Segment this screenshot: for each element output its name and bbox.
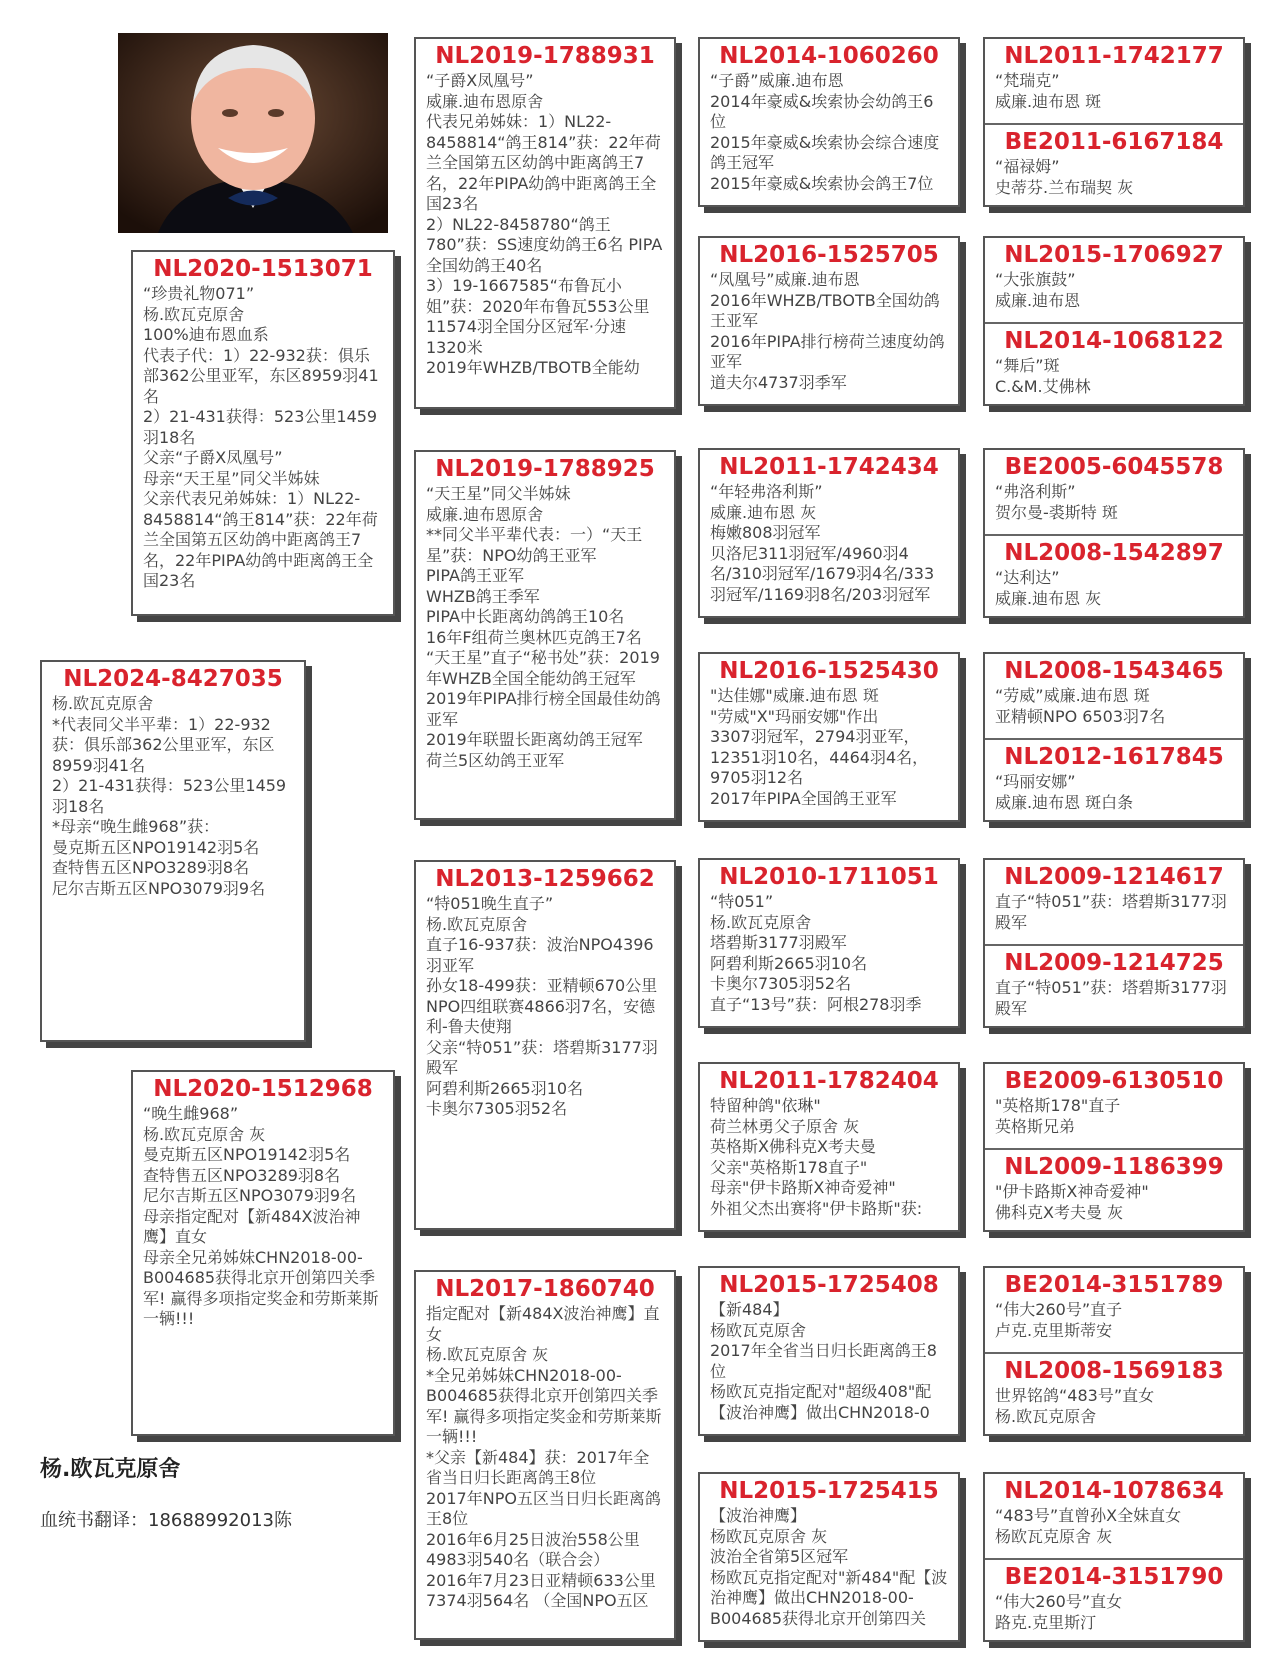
pedigree-text: “福禄姆” 史蒂芬.兰布瑞契 灰 [995,157,1134,197]
ring-number: NL2015-1706927 [1004,242,1224,268]
ring-number: NL2024-8427035 [63,666,283,692]
pedigree-text: 直子“特051”获：塔碧斯3177羽殿军 [995,978,1227,1018]
pedigree-text: “伟大260号”直女 路克.克里斯汀 [995,1592,1123,1632]
ring-number: BE2014-3151790 [1004,1564,1224,1590]
grandparent-card [414,450,676,820]
pedigree-text: “伟大260号”直子 卢克.克里斯蒂安 [995,1300,1123,1340]
pedigree-text: “晚生雌968” 杨.欧瓦克原舍 灰 曼克斯五区NPO19142羽5名 查特售五区NPO3289羽8名 尼尔吉斯五区NPO3079羽9名 母亲指定配对【新484X波治神鹰】直女 母亲全兄弟姊妹CHN2018-00-B004685获得北京开创第四关季军! 赢得多项指定奖金和劳斯莱斯一辆!!! [143,1104,379,1328]
pedigree-text: “凤凰号”威廉.迪布恩 2016年WHZB/TBOTB全国幼鸽王亚军 2016年PIPA排行榜荷兰速度幼鸽亚军 道夫尔4737羽季军 [710,270,945,392]
pedigree-text: "达佳娜"威廉.迪布恩 斑 "劳威"X"玛丽安娜"作出 3307羽冠军，2794羽亚军，12351羽10名，4464羽4名，9705羽12名 2017年PIPA全国鸽王亚军 [710,686,929,808]
pedigree-text: “珍贵礼物071” 杨.欧瓦克原舍 100%迪布恩血系 代表子代：1）22-932获：俱乐部362公里亚军，东区8959羽41名 2）21-431获得：523公里1459羽18名 父亲“子爵X凤凰号” 母亲“天王星”同父半姊妹 父亲代表兄弟姊妹：1）NL22-8458814“鸽王814”获：22年荷兰全国第五区幼鸽中距离鸽王7名，22年PIPA幼鸽中距离鸽王全国23名 [143,284,379,590]
ring-number: NL2020-1512968 [153,1076,373,1102]
ring-number: NL2016-1525705 [719,242,939,268]
grandparent-card [414,37,676,409]
pedigree-text: “梵瑞克” 威廉.迪布恩 斑 [995,71,1102,111]
ggg-pair-card [983,858,1245,1028]
ring-number: NL2019-1788931 [435,43,655,69]
ggg-pair-card [983,652,1245,822]
pedigree-text: “弗洛利斯” 贺尔曼-裘斯特 斑 [995,482,1118,522]
grandparent-card [414,860,676,1230]
pedigree-text: “劳威”威廉.迪布恩 斑 亚精顿NPO 6503羽7名 [995,686,1166,726]
pedigree-text: 直子“特051”获：塔碧斯3177羽殿军 [995,892,1227,932]
ring-number: NL2008-1543465 [1004,658,1224,684]
pedigree-text: 世界铭鸽“483号”直女 杨.欧瓦克原舍 [995,1386,1155,1426]
ring-number: BE2009-6130510 [1004,1068,1224,1094]
great-grandparent-card [698,1266,960,1436]
ring-number: NL2010-1711051 [719,864,939,890]
pedigree-text: 指定配对【新484X波治神鹰】直女 杨.欧瓦克原舍 灰 *全兄弟姊妹CHN2018-00-B004685获得北京开创第四关季军! 赢得多项指定奖金和劳斯莱斯一辆!!! *父亲【新484】获：2017年全省当日归长距离鸽王8位 2017年NPO五区当日归长距离鸽王8位 2016年6月25日波治558公里4983羽540名（联合会） 2016年7月23日亚精顿633公里7374羽564名 （全国NPO五区 [426,1304,662,1610]
ring-number: NL2009-1214617 [1004,864,1224,890]
pedigree-text: “达利达” 威廉.迪布恩 灰 [995,568,1102,608]
ring-number: NL2014-1060260 [719,43,939,69]
ggg-pair-card [983,448,1245,618]
grandparent-card [414,1270,676,1640]
pedigree-text: 杨.欧瓦克原舍 *代表同父半平辈：1）22-932获：俱乐部362公里亚军，东区8959羽41名 2）21-431获得：523公里1459羽18名 *母亲“晚生雌968”获： 曼克斯五区NPO19142羽5名 查特售五区NPO3289羽8名 尼尔吉斯五区NPO3079羽9名 [52,694,287,898]
ggg-pair-card [983,1062,1245,1232]
ggg-pair-card [983,1266,1245,1436]
ring-number: NL2008-1542897 [1004,540,1224,566]
ring-number: BE2011-6167184 [1004,129,1224,155]
ring-number: BE2005-6045578 [1004,454,1224,480]
pedigree-text: 特留种鸽"依琳" 荷兰林勇父子原舍 灰 英格斯X佛科克X考夫曼 父亲"英格斯178直子" 母亲"伊卡路斯X神奇爱神" 外祖父杰出赛将"伊卡路斯"获: [710,1096,923,1218]
great-grandparent-card [698,652,960,822]
pedigree-text: “年轻弗洛利斯” 威廉.迪布恩 灰 梅嫩808羽冠军 贝洛尼311羽冠军/4960羽4名/310羽冠军/1679羽4名/333羽冠军/1169羽8名/203羽冠军 [710,482,935,604]
pedigree-text: 【新484】 杨欧瓦克原舍 2017年全省当日归长距离鸽王8位 杨欧瓦克指定配对"超级408"配【波治神鹰】做出CHN2018-0 [710,1300,937,1422]
dam-card [131,1070,395,1436]
pedigree-text: "伊卡路斯X神奇爱神" 佛科克X考夫曼 灰 [995,1182,1149,1222]
owner-name: 杨.欧瓦克原舍 [40,1457,181,1482]
breeder-photo [118,33,388,233]
great-grandparent-card [698,37,960,207]
translator-contact: 血统书翻译：18688992013陈 [40,1510,292,1531]
great-grandparent-card [698,1062,960,1232]
ring-number: NL2019-1788925 [435,456,655,482]
pedigree-text: "英格斯178"直子 英格斯兄弟 [995,1096,1121,1136]
ring-number: NL2017-1860740 [435,1276,655,1302]
ring-number: NL2011-1742177 [1004,43,1224,69]
ring-number: NL2009-1186399 [1004,1154,1224,1180]
ring-number: NL2020-1513071 [153,256,373,282]
ring-number: NL2014-1078634 [1004,1478,1224,1504]
ring-number: NL2009-1214725 [1004,950,1224,976]
ggg-pair-card [983,236,1245,406]
ring-number: NL2015-1725408 [719,1272,939,1298]
pedigree-text: “特051” 杨.欧瓦克原舍 塔碧斯3177羽殿军 阿碧利斯2665羽10名 卡奥尔7305羽52名 直子“13号”获：阿根278羽季 [710,892,922,1014]
pedigree-text: “子爵”威廉.迪布恩 2014年豪威&埃索协会幼鸽王6位 2015年豪威&埃索协会综合速度鸽王冠军 2015年豪威&埃索协会鸽王7位 [710,71,940,193]
pedigree-text: “特051晚生直子” 杨.欧瓦克原舍 直子16-937获：波治NPO4396羽亚军 孙女18-499获：亚精顿670公里NPO四组联赛4866羽7名，安德利-鲁夫使翔 父亲“特051”获：塔碧斯3177羽殿军 阿碧利斯2665羽10名 卡奥尔7305羽52名 [426,894,658,1118]
great-grandparent-card [698,448,960,618]
great-grandparent-card [698,1472,960,1642]
ring-number: NL2012-1617845 [1004,744,1224,770]
pedigree-text: “天王星”同父半姊妹 威廉.迪布恩原舍 **同父半平辈代表：一）“天王星”获：NPO幼鸽王亚军 PIPA鸽王亚军 WHZB鸽王季军 PIPA中长距离幼鸽鸽王10名 16年F组荷兰奥林匹克鸽王7名 “天王星”直子“秘书处”获：2019年WHZB全国全能幼鸽王冠军 2019年PIPA排行榜全国最佳幼鸽亚军 2019年联盟长距离幼鸽王冠军 荷兰5区幼鸽王亚军 [426,484,661,770]
great-grandparent-card [698,236,960,406]
pedigree-text: “玛丽安娜” 威廉.迪布恩 斑白条 [995,772,1134,812]
pedigree-text: 【波治神鹰】 杨欧瓦克原舍 灰 波治全省第5区冠军 杨欧瓦克指定配对"新484"配【波治神鹰】做出CHN2018-00-B004685获得北京开创第四关 [710,1506,948,1628]
pedigree-text: “483号”直曾孙X全妹直女 杨欧瓦克原舍 灰 [995,1506,1182,1546]
ggg-pair-card [983,1472,1245,1642]
great-grandparent-card [698,858,960,1028]
ring-number: NL2014-1068122 [1004,328,1224,354]
pedigree-text: “子爵X凤凰号” 威廉.迪布恩原舍 代表兄弟姊妹：1）NL22-8458814“鸽王814”获：22年荷兰全国第五区幼鸽中距离鸽王7名，22年PIPA幼鸽中距离鸽王全国23名 2）NL22-8458780“鸽王780”获：SS速度幼鸽王6名 PIPA全国幼鸽王40名 3）19-1667585“布鲁瓦小姐”获：2020年布鲁瓦553公里11574羽全国分区冠军·分速1320米 2019年WHZB/TBOTB全能幼 [426,71,663,377]
ring-number: NL2013-1259662 [435,866,655,892]
pedigree-text: “舞后”斑 C.&M.艾佛林 [995,356,1091,396]
ggg-pair-card [983,37,1245,207]
subject-card [40,660,306,1042]
ring-number: BE2014-3151789 [1004,1272,1224,1298]
sire-card [131,250,395,616]
ring-number: NL2016-1525430 [719,658,939,684]
pedigree-text: “大张旗鼓” 威廉.迪布恩 [995,270,1081,310]
ring-number: NL2015-1725415 [719,1478,939,1504]
ring-number: NL2008-1569183 [1004,1358,1224,1384]
ring-number: NL2011-1782404 [719,1068,939,1094]
ring-number: NL2011-1742434 [719,454,939,480]
